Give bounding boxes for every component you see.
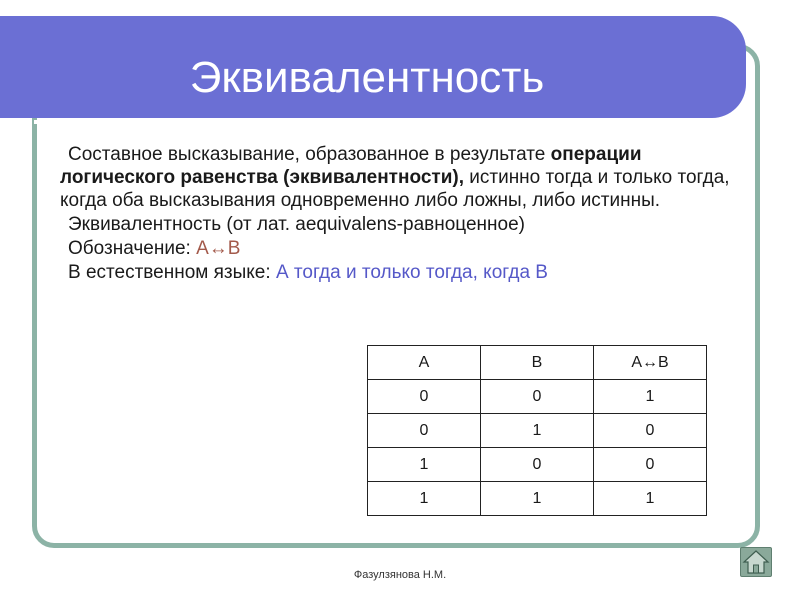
header-cell-a: A [368, 346, 481, 380]
title-underline [34, 120, 710, 124]
table-cell: 1 [594, 482, 707, 516]
definition-text-2: истинно тогда и только тогда, когда оба высказывания одновременно либо ложны, либо истинны. [60, 167, 730, 211]
definition-text-1: Составное высказывание, образованное в результате [68, 144, 551, 165]
table-cell: 1 [368, 448, 481, 482]
table-cell: 1 [594, 380, 707, 414]
natural-language-label: В естественном языке: [68, 262, 276, 283]
table-cell: 1 [368, 482, 481, 516]
table-cell: 0 [481, 380, 594, 414]
definition-paragraph [60, 143, 750, 212]
home-button[interactable] [740, 547, 772, 577]
table-cell: 1 [481, 482, 594, 516]
notation-symbol: A↔B [196, 238, 241, 259]
natural-language-phrase: А тогда и только тогда, когда В [275, 262, 548, 283]
notation-label: Обозначение: [68, 238, 197, 259]
slide-content [60, 143, 750, 284]
table-row [368, 414, 707, 448]
header-cell-result: A↔B [594, 346, 707, 380]
header-cell-b: B [481, 346, 594, 380]
table-row [368, 448, 707, 482]
footer-author: Фазулзянова Н.М. [353, 569, 447, 581]
table-cell: 1 [481, 414, 594, 448]
natural-language-paragraph [60, 261, 750, 284]
slide-title: Эквивалентность [189, 53, 545, 102]
table-cell: 0 [594, 448, 707, 482]
definition-bold-text: операции логического равенства (эквивалентности), [60, 144, 642, 188]
notation-paragraph [60, 237, 750, 260]
table-cell: 0 [594, 414, 707, 448]
truth-table-header-row [368, 346, 707, 380]
home-icon [741, 548, 771, 576]
table-row [368, 380, 707, 414]
table-cell: 0 [481, 448, 594, 482]
title-bar [0, 16, 746, 118]
table-row [368, 482, 707, 516]
table-cell: 0 [368, 380, 481, 414]
table-cell: 0 [368, 414, 481, 448]
truth-table [367, 345, 707, 516]
etymology-paragraph: Эквивалентность (от лат. aequivalens-равноценное) [68, 214, 525, 235]
